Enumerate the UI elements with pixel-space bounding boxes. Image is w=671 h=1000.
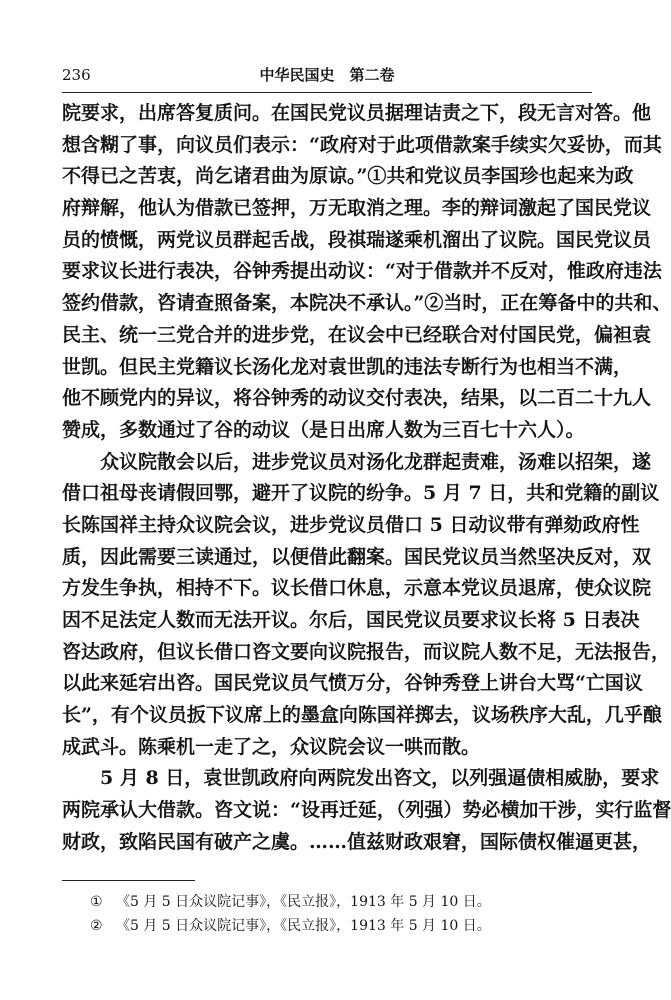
text-line: 长陈国祥主持众议院会议，进步党议员借口 5 日动议带有弹劾政府性 bbox=[62, 513, 640, 536]
header-rule bbox=[62, 92, 592, 93]
text-line: 众议院散会以后，进步党议员对汤化龙群起责难，汤难以招架，遂 bbox=[62, 450, 652, 473]
footnotes bbox=[90, 890, 590, 938]
text-line: 民主、统一三党合并的进步党，在议会中已经联合对付国民党，偏袒袁 bbox=[62, 323, 652, 346]
text-line: 签约借款，咨请查照备案，本院决不承认。”②当时，正在筹备中的共和、 bbox=[62, 292, 671, 315]
running-title: 中华民国史 第二卷 bbox=[259, 66, 395, 84]
footnote-marker: ① bbox=[90, 894, 103, 910]
text-line: 质，因此需要三读通过，以便借此翻案。国民党议员当然坚决反对，双 bbox=[62, 545, 652, 568]
text-line: 员的愤慨，两党议员群起舌战，段祺瑞遂乘机溜出了议院。国民党议员 bbox=[62, 228, 652, 251]
footnote-rule bbox=[62, 880, 195, 881]
footnote-text: 《5 月 5 日众议院记事》，《民立报》，1913 年 5 月 10 日。 bbox=[116, 918, 491, 934]
text-line: 借口祖母丧请假回鄂，避开了议院的纷争。5 月 7 日，共和党籍的副议 bbox=[62, 482, 660, 505]
text-line: 要求议长进行表决，谷钟秀提出动议：“对于借款并不反对，惟政府违法 bbox=[62, 260, 662, 283]
text-line: 咨达政府，但议长借口咨文要向议院报告，而议院人数不足，无法报告， bbox=[62, 640, 671, 663]
text-line: 不得已之苦衷，尚乞诸君曲为原谅。”①共和党议员李国珍也起来为政 bbox=[62, 165, 634, 188]
text-line: 成武斗。陈乘机一走了之，众议院会议一哄而散。 bbox=[62, 735, 481, 758]
footnote-2 bbox=[90, 914, 590, 938]
footnote-marker: ② bbox=[90, 918, 103, 934]
text-line: 世凯。但民主党籍议长汤化龙对袁世凯的违法专断行为也相当不满， bbox=[62, 355, 633, 378]
text-line: 以此来延宕出咨。国民党议员气愤万分，谷钟秀登上讲台大骂“亡国议 bbox=[62, 672, 643, 695]
text-line: 因不足法定人数而无法开议。尔后，国民党议员要求议长将 5 日表决 bbox=[62, 609, 640, 631]
text-line: 财政，致陷民国有破产之虞。……值兹财政艰窘，国际债权催逼更甚， bbox=[62, 830, 652, 853]
text-line: 5 月 8 日，袁世凯政府向两院发出咨文，以列强逼债相威胁，要求 bbox=[62, 767, 660, 790]
text-line: 长”，有个议员扳下议席上的墨盒向陈国祥掷去，议场秩序大乱，几乎酿 bbox=[62, 704, 662, 727]
text-line: 两院承认大借款。咨文说：“设再迁延，（列强）势必横加干涉，实行监督 bbox=[62, 799, 671, 822]
page-number: 236 bbox=[62, 66, 91, 84]
text-line: 他不顾党内的异议，将谷钟秀的动议交付表决，结果，以二百二十九人 bbox=[62, 387, 652, 410]
text-line: 方发生争执，相持不下。议长借口休息，示意本党议员退席，使众议院 bbox=[62, 577, 652, 600]
footnote-text: 《5 月 5 日众议院记事》，《民立报》，1913 年 5 月 10 日。 bbox=[116, 894, 491, 910]
text-line: 府辩解，他认为借款已签押，万无取消之理。李的辩词激起了国民党议 bbox=[62, 197, 652, 220]
page-header bbox=[62, 64, 592, 90]
text-line: 赞成，多数通过了谷的动议（是日出席人数为三百七十六人）。 bbox=[62, 418, 585, 441]
body-text bbox=[62, 98, 671, 859]
text-line: 想含糊了事，向议员们表示：“政府对于此项借款案手续实欠妥协，而其 bbox=[62, 133, 662, 156]
text-line: 院要求，出席答复质问。在国民党议员据理诘责之下，段无言对答。他 bbox=[62, 102, 652, 124]
footnote-1 bbox=[90, 890, 590, 914]
